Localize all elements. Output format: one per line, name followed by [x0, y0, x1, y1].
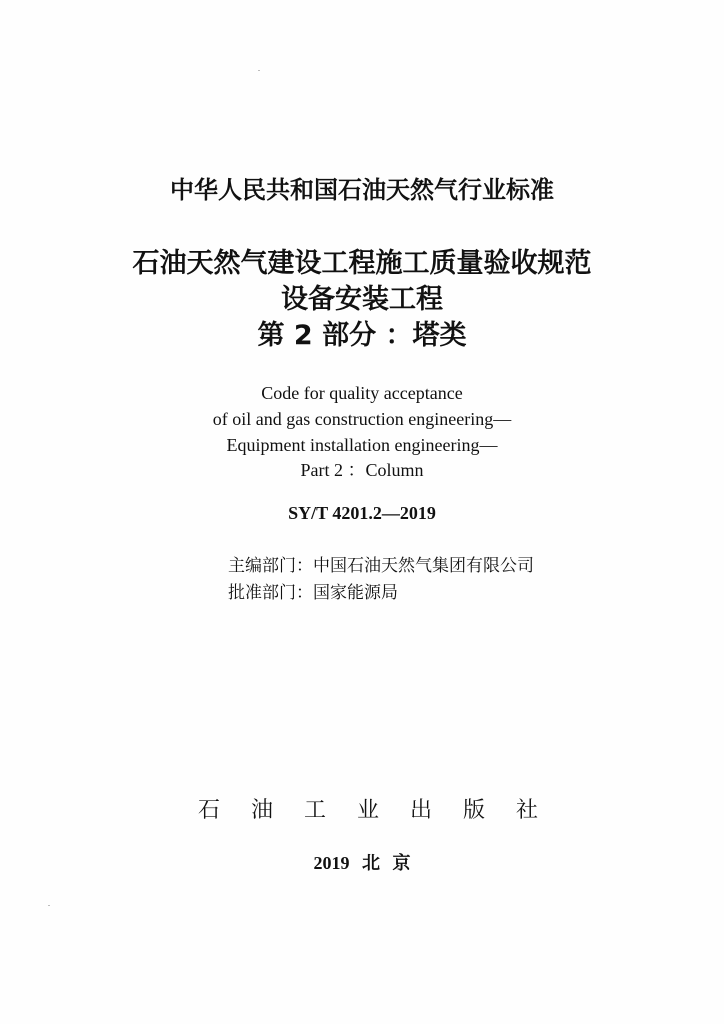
title-cn-line-2: 设备安装工程: [281, 284, 443, 315]
title-cn-line-1: 石油天然气建设工程施工质量验收规范: [132, 248, 592, 279]
title-cn-line-3: 第 2 部分 ：塔类: [257, 320, 467, 351]
title-en-line-2: of oil and gas construction engineering—: [212, 409, 512, 429]
title-en-line-3: Equipment installation engineering—: [226, 435, 498, 455]
chief-editor-org: 主编部门：中国石油天然气集团有限公司: [228, 556, 534, 576]
standard-category: 中华人民共和国石油天然气行业标准: [170, 176, 554, 204]
approver-org: 批准部门：国家能源局: [228, 583, 398, 603]
publisher: 石 油 工 业 出 版 社: [198, 798, 550, 823]
place-year: 2019 北 京: [313, 853, 411, 873]
title-en-line-1: Code for quality acceptance: [261, 383, 463, 403]
scan-speck: [48, 905, 50, 906]
standard-code: SY/T 4201.2—2019: [288, 503, 436, 523]
scan-speck: [258, 70, 260, 71]
title-en-line-4: Part 2 ：Column: [300, 460, 424, 480]
